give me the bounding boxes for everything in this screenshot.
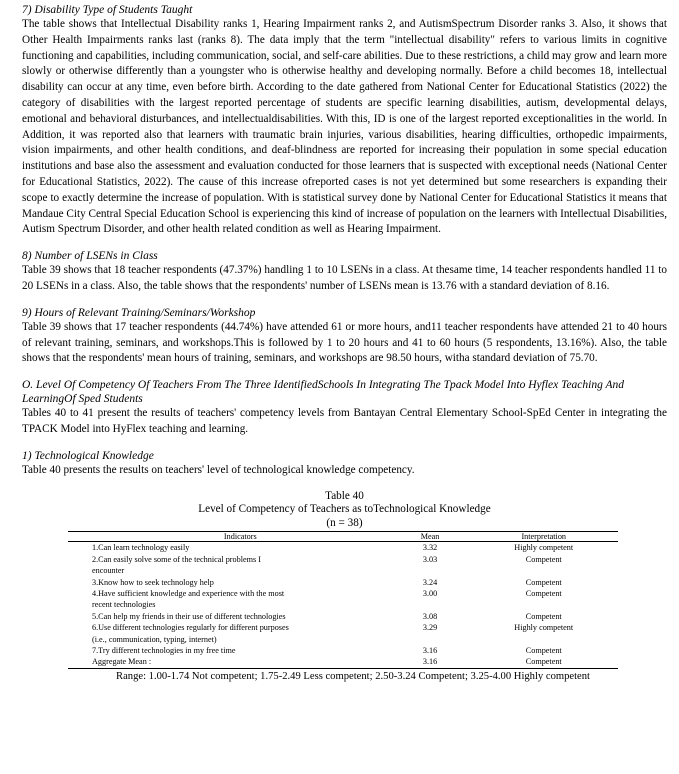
interpretation-cell: Competent [525, 646, 562, 656]
interpretation-cell: Competent [525, 554, 562, 564]
section-1-heading: 1) Technological Knowledge [22, 449, 154, 462]
mean-cell: 3.00 [422, 589, 438, 599]
section-7-heading: 7) Disability Type of Students Taught [22, 4, 193, 16]
table-row [68, 542, 618, 554]
aggregate-mean: 3.16 [391, 656, 470, 668]
aggregate-row [68, 656, 618, 668]
interpretation-cell: Competent [525, 611, 562, 621]
table-row [68, 554, 618, 577]
table-header-row [68, 531, 618, 542]
section-9-heading: 9) Hours of Relevant Training/Seminars/Workshop [22, 306, 256, 319]
section-o-paragraph: Tables 40 to 41 present the results of teachers' competency levels from Bantayan Central Elementary School-SpEd Center in integrating the TPACK Model into HyFlex teaching and learning. [22, 407, 667, 435]
section-1-paragraph: Table 40 presents the results on teachers' level of technological knowledge competency. [22, 463, 415, 476]
competency-table [68, 531, 618, 669]
indicator-line: 4.Have sufficient knowledge and experience with the most [92, 589, 285, 599]
indicator-line-continued: recent technologies [92, 600, 156, 610]
indicator-cell: 3.Know how to seek technology help [92, 577, 214, 587]
table-40-sample-size: (n = 38) [326, 517, 363, 530]
interpretation-cell: Highly competent [514, 543, 574, 553]
table-row [68, 588, 618, 611]
mean-cell: 3.32 [422, 543, 438, 553]
mean-cell: 3.29 [422, 623, 438, 633]
table-40-subtitle: Level of Competency of Teachers as toTechnological Knowledge [198, 503, 491, 516]
table-40 [68, 531, 618, 669]
section-8-paragraph: Table 39 shows that 18 teacher respondents (47.37%) handling 1 to 10 LSENs in a class. At thesame time, 14 teacher respondents handled 11 to 20 LSENs in a class. Also, the table shows that the respondents' number of LSENs mean is 13.76 with a standard deviation of 8.16. [22, 264, 667, 292]
indicator-cell: 7.Try different technologies in my free time [92, 646, 236, 656]
interpretation-cell: Highly competent [514, 623, 574, 633]
table-row [68, 622, 618, 645]
indicator-line-continued: (i.e., communication, typing, internet) [92, 634, 217, 644]
column-header-mean: Mean [391, 531, 470, 542]
table-40-title: Table 40 [325, 489, 364, 502]
mean-cell: 3.03 [422, 554, 438, 564]
table-row [68, 611, 618, 622]
column-header-interpretation: Interpretation [469, 531, 618, 542]
indicator-cell: 1.Can learn technology easily [92, 543, 190, 553]
indicator-line: 6.Use different technologies regularly for different purposes [92, 623, 289, 633]
mean-cell: 3.24 [422, 577, 438, 587]
range-legend: Range: 1.00-1.74 Not competent; 1.75-2.49 Less competent; 2.50-3.24 Competent; 3.25-4.00 Highly competent [116, 670, 590, 682]
indicator-cell [68, 622, 391, 645]
aggregate-interpretation: Competent [469, 656, 618, 668]
section-8-heading: 8) Number of LSENs in Class [22, 250, 158, 263]
column-header-indicators: Indicators [68, 531, 391, 542]
indicator-line: 2.Can easily solve some of the technical problems I [92, 554, 261, 564]
section-o-heading: O. Level Of Competency Of Teachers From The Three IdentifiedSchools In Integrating The Tpack Model Into Hyflex Teaching And LearningOf Sped Students [22, 379, 625, 406]
indicator-cell [68, 554, 391, 577]
document-page [22, 3, 667, 683]
interpretation-cell: Competent [525, 577, 562, 587]
indicator-cell: 5.Can help my friends in their use of different technologies [92, 611, 286, 621]
indicator-line-continued: encounter [92, 566, 125, 576]
section-7-paragraph: The table shows that Intellectual Disability ranks 1, Hearing Impairment ranks 2, and AutismSpectrum Disorder ranks 3. Also, it shows that Other Health Impairments ranks last (ranks 8). The data imply that the term "intellectual disability" refers to various limits in cognitive functioning and capabilities, including communication, social, and self-care abilities. Due to these restrictions, a child may grow and learn more slowly or otherwise differently than a youngster who is otherwise healthy and developing normally. Before a child becomes 18, intellectual disability can occur at any time, even before birth. According to the date gathered from National Center for Educational Statistics (2022) the category of disabilities with the largest reported percentage of students are specific learning disabilities, autism, developmental delays, emotional and behavioral disturbances, and intellectualdisabilities. With this, ID is one of the largest reported exceptionalities in the world. In Addition, it was reported also that learners with traumatic brain injuries, various disabilities, hearing difficulties, orthopedic impairments, vision impairments, and other health conditions, and deaf-blindness are reported for increasing their population in some special education institutions and base also the assessment and evaluation conducted for those learners that is suspected with exceptional needs (National Center for Educational Statistics, 2022). The cause of this increase ofreported cases is not yet determined but some researchers is expanding their scope to exactly determine the increase of population. With is statistical survey done by National Center for Educational Statistics it means that Mandaue City Central Special Education School is experiencing this kind of increase of population on the learners with Intellectual Disabilities, Autism Spectrum Disorder, and other health related condition as well as Hearing Impairment. [22, 18, 667, 236]
table-row [68, 645, 618, 656]
indicator-cell [68, 588, 391, 611]
mean-cell: 3.16 [422, 646, 438, 656]
section-9-paragraph: Table 39 shows that 17 teacher respondents (44.74%) have attended 61 or more hours, and11 teacher respondents have attended 21 to 40 hours of relevant training, seminars, and workshops.This is followed by 1 to 20 hours and 41 to 60 hours (5 respondents, 13.16%). Also, the table shows that the respondents' mean hours of training, seminars, and workshops are 98.50 hours, witha standard deviation of 75.70. [22, 320, 667, 365]
table-row [68, 577, 618, 588]
aggregate-label: Aggregate Mean : [68, 656, 391, 668]
mean-cell: 3.08 [422, 611, 438, 621]
interpretation-cell: Competent [525, 589, 562, 599]
